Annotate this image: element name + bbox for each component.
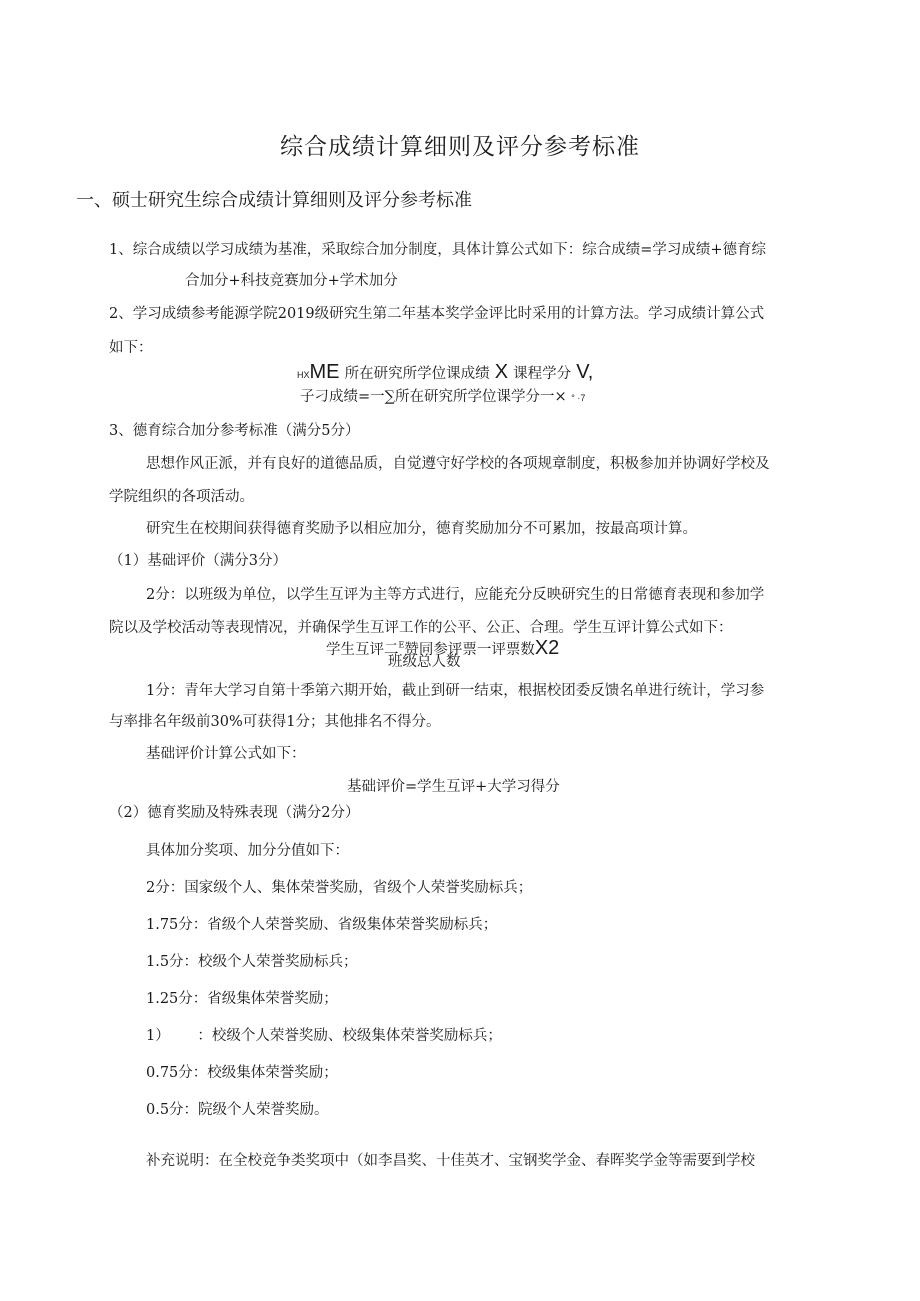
peer-formula-text-a: 学生互评二: [326, 642, 399, 658]
formula-prefix-small: HX: [297, 370, 310, 380]
sub1-heading: （1）基础评价（满分3分）: [109, 553, 287, 569]
peer-para-line1: 2分：以班级为单位，以学生互评为主等方式进行，应能充分反映研究生的日常德育表现和参加学: [146, 587, 765, 603]
moral-para1-line2: 学院组织的各项活动。: [109, 489, 254, 505]
formula-line2-tail: ° ·7: [571, 393, 586, 403]
formula-text-b: 课程学分: [513, 366, 572, 382]
section-heading: 一、硕士研究生综合成绩计算细则及评分参考标准: [76, 190, 472, 211]
award-item: 1.75分：省级个人荣誉奖励、省级集体荣誉奖励标兵；: [146, 917, 498, 933]
award-item: 1.5分：校级个人荣誉奖励标兵；: [146, 954, 358, 970]
award-item: 0.5分：院级个人荣誉奖励。: [146, 1102, 329, 1118]
item2-line1: 2、学习成绩参考能源学院2019级研究生第二年基本奖学金评比时采用的计算方法。学习成绩计算公式: [109, 306, 765, 322]
study-formula-line2: [300, 387, 585, 408]
peer-formula-denominator: 班级总人数: [388, 654, 461, 670]
formula-x-mark: X: [494, 361, 509, 383]
item1-line1: 1、综合成绩以学习成绩为基准，采取综合加分制度，具体计算公式如下：综合成绩=学习成绩+德育综: [109, 242, 767, 258]
peer-para-line2: 院以及学校活动等表现情况，并确保学生互评工作的公平、公正、合理。学生互评计算公式如下：: [109, 620, 733, 636]
basic-formula-intro: 基础评价计算公式如下：: [146, 746, 306, 762]
item1-line2: 合加分+科技竞赛加分+学术加分: [185, 273, 398, 289]
award-item: 2分：国家级个人、集体荣誉奖励，省级个人荣誉奖励标兵；: [146, 880, 533, 896]
award-item: 1） ：校级个人荣誉奖励、校级集体荣誉奖励标兵；: [146, 1028, 502, 1044]
document-title: 综合成绩计算细则及评分参考标准: [280, 134, 640, 160]
item2-line2: 如下：: [109, 340, 153, 356]
study-formula-line1: [297, 361, 593, 384]
sub2-heading: （2）德育奖励及特殊表现（满分2分）: [109, 805, 360, 821]
peer-formula-text-b: 赞同参评票一评票数: [404, 642, 535, 658]
moral-para2: 研究生在校期间获得德育奖励予以相应加分，德育奖励加分不可累加，按最高项计算。: [146, 521, 697, 537]
supplement-note: 补充说明：在全校竞争类奖项中（如李昌奖、十佳英才、宝钢奖学金、春晖奖学金等需要到学校: [146, 1153, 755, 1169]
award-item: 1.25分：省级集体荣誉奖励；: [146, 991, 338, 1007]
formula-line2-text: 子刁成绩=一∑所在研究所学位课学分一×: [300, 389, 567, 405]
formula-prefix-big: ME: [309, 361, 340, 383]
award-item: 0.75分：校级集体荣誉奖励；: [146, 1065, 338, 1081]
youth-para-line2: 与率排名年级前30%可获得1分；其他排名不得分。: [109, 714, 441, 730]
item3-heading: 3、德育综合加分参考标准（满分5分）: [109, 423, 360, 439]
formula-text-a: 所在研究所学位课成绩: [344, 366, 490, 382]
basic-formula: 基础评价=学生互评+大学习得分: [347, 779, 560, 795]
award-intro: 具体加分奖项、加分分值如下：: [146, 843, 349, 859]
formula-tail: V,: [576, 361, 594, 383]
youth-para-line1: 1分：青年大学习自第十季第六期开始，截止到研一结束，根据校团委反馈名单进行统计，学习参: [146, 683, 765, 699]
peer-formula-tail: X2: [534, 637, 560, 659]
peer-formula-sup: E: [398, 640, 405, 650]
moral-para1-line1: 思想作风正派，并有良好的道德品质，自觉遵守好学校的各项规章制度，积极参加并协调好学校及: [146, 456, 770, 472]
